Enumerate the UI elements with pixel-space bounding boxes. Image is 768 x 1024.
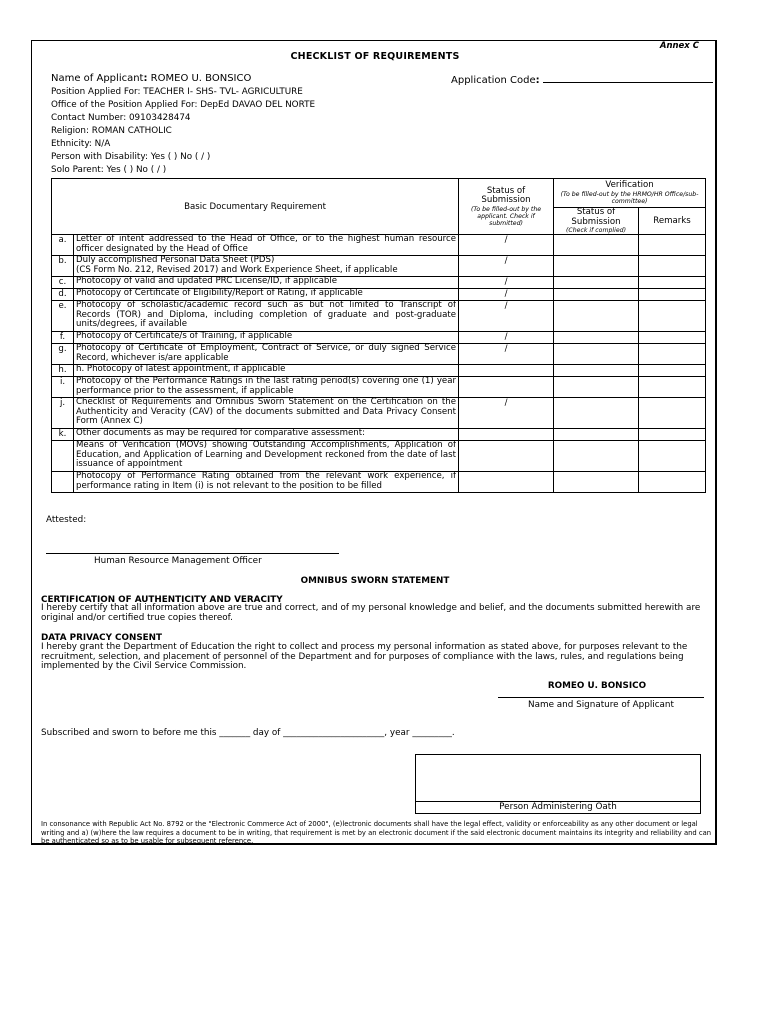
applicant-signatory: ROMEO U. BONSICO (547, 681, 647, 691)
row-status-cell[interactable]: / (459, 256, 554, 277)
religion: Religion: ROMAN CATHOLIC (51, 126, 172, 136)
row-status-cell[interactable] (459, 441, 554, 472)
table-row (52, 235, 706, 256)
hrmo-signature-line (46, 553, 339, 554)
row-verification-cell[interactable] (554, 377, 639, 398)
row-verification-cell[interactable] (554, 332, 639, 344)
row-requirement: Photocopy of Certificate of Employment, Contract of Service, or duly signed Service Record, whichever is/are applicable (74, 344, 459, 365)
table-row (52, 277, 706, 289)
table-row (52, 289, 706, 301)
col-ver-status-note: (Check if complied) (566, 227, 627, 234)
col-verification-note: (To be filled-out by the HRMO/HR Office/sub-committee) (560, 190, 699, 205)
row-verification-cell[interactable] (554, 429, 639, 441)
table-row (52, 429, 706, 441)
col-verification-header (554, 179, 706, 208)
row-status-cell[interactable]: / (459, 235, 554, 256)
row-status-cell[interactable]: / (459, 301, 554, 332)
row-verification-cell[interactable] (554, 441, 639, 472)
col-status-header (459, 179, 554, 235)
row-remarks-cell[interactable] (639, 344, 706, 365)
row-status-cell[interactable]: / (459, 398, 554, 429)
row-status-cell[interactable] (459, 429, 554, 441)
row-letter (52, 441, 74, 472)
footnote: In consonance with Republic Act No. 8792 or the "Electronic Commerce Act of 2000", (e)lectronic documents shall have the legal effect, validity or enforceability as any other document or legal writing and a) (w)here the law requires a document to be in writing, that requirement is met by an electronic document if the said electronic document maintains its integrity and reliability and can be authenticated so as to be usable for subsequent reference. (41, 820, 712, 846)
table-row (52, 441, 706, 472)
row-letter: e. (52, 301, 74, 332)
position-applied: Position Applied For: TEACHER I- SHS- TVL- AGRICULTURE (51, 87, 303, 97)
row-status-cell[interactable]: / (459, 289, 554, 301)
row-requirement: Letter of intent addressed to the Head of Office, or to the highest human resource officer designated by the Head of Office (74, 235, 459, 256)
row-requirement: Means of Verification (MOVs) showing Outstanding Accomplishments, Application of Education, and Application of Learning and Development reckoned from the date of last issuance of appointment (74, 441, 459, 472)
document-page (31, 40, 717, 845)
application-code-field[interactable] (543, 73, 713, 83)
row-verification-cell[interactable] (554, 398, 639, 429)
cert-text: I hereby certify that all information above are true and correct, and of my personal knowledge and belief, and the documents submitted herewith are original and/or certified true copies thereof. (41, 603, 701, 623)
table-row (52, 344, 706, 365)
col-remarks-header: Remarks (639, 208, 706, 235)
applicant-name-value: ROMEO U. BONSICO (150, 73, 252, 84)
row-verification-cell[interactable] (554, 301, 639, 332)
row-status-cell[interactable] (459, 365, 554, 377)
col-status-title: Status of Submission (481, 185, 531, 205)
row-letter: j. (52, 398, 74, 429)
attested-label: Attested: (46, 515, 87, 525)
col-status-note: (To be filled-out by the applicant. Check if submitted) (470, 205, 542, 227)
solo-parent: Solo Parent: Yes ( ) No ( / ) (51, 165, 167, 175)
table-row (52, 332, 706, 344)
row-requirement: Photocopy of Performance Rating obtained from the relevant work experience, if performance rating in Item (i) is not relevant to the position to be filled (74, 472, 459, 493)
row-remarks-cell[interactable] (639, 256, 706, 277)
row-status-cell[interactable]: / (459, 344, 554, 365)
row-status-cell[interactable]: / (459, 277, 554, 289)
col-verification-title: Verification (605, 180, 654, 191)
contact-number: Contact Number: 09103428474 (51, 113, 191, 123)
row-letter: f. (52, 332, 74, 344)
application-code-label: Application Code (451, 75, 536, 86)
requirements-table-body (52, 235, 706, 493)
row-remarks-cell[interactable] (639, 429, 706, 441)
row-verification-cell[interactable] (554, 344, 639, 365)
row-letter: d. (52, 289, 74, 301)
row-letter: a. (52, 235, 74, 256)
subscribed-sworn-line: Subscribed and sworn to before me this _______ day of _______________________, year _________. (41, 728, 455, 738)
row-verification-cell[interactable] (554, 235, 639, 256)
row-requirement: Photocopy of the Performance Ratings in the last rating period(s) covering one (1) year performance prior to the assessment, if applicable (74, 377, 459, 398)
row-remarks-cell[interactable] (639, 301, 706, 332)
row-remarks-cell[interactable] (639, 277, 706, 289)
row-remarks-cell[interactable] (639, 398, 706, 429)
row-status-cell[interactable] (459, 472, 554, 493)
row-letter: g. (52, 344, 74, 365)
table-row (52, 472, 706, 493)
row-remarks-cell[interactable] (639, 289, 706, 301)
row-letter: b. (52, 256, 74, 277)
person-with-disability: Person with Disability: Yes ( ) No ( / ) (51, 152, 211, 162)
row-status-cell[interactable]: / (459, 332, 554, 344)
row-requirement: Duly accomplished Personal Data Sheet (PDS) (CS Form No. 212, Revised 2017) and Work Experience Sheet, if applicable (74, 256, 459, 277)
table-row (52, 377, 706, 398)
col-ver-status-header (554, 208, 639, 235)
row-verification-cell[interactable] (554, 256, 639, 277)
row-verification-cell[interactable] (554, 289, 639, 301)
omnibus-title: OMNIBUS SWORN STATEMENT (300, 576, 450, 586)
row-verification-cell[interactable] (554, 472, 639, 493)
oath-label: Person Administering Oath (499, 802, 617, 812)
row-requirement: Photocopy of Certificate of Eligibility/Report of Rating, if applicable (74, 289, 459, 301)
col-ver-status-title: Status of Submission (571, 207, 621, 227)
row-remarks-cell[interactable] (639, 472, 706, 493)
table-row (52, 256, 706, 277)
application-code-row: Application Code: (451, 73, 713, 86)
annex-label: Annex C (659, 41, 699, 51)
applicant-name-row: Name of Applicant: ROMEO U. BONSICO (51, 73, 252, 84)
row-remarks-cell[interactable] (639, 377, 706, 398)
row-verification-cell[interactable] (554, 277, 639, 289)
document-title: CHECKLIST OF REQUIREMENTS (290, 51, 460, 62)
row-requirement: Photocopy of Certificate/s of Training, if applicable (74, 332, 459, 344)
table-row (52, 301, 706, 332)
privacy-heading: DATA PRIVACY CONSENT (41, 633, 163, 643)
row-requirement: Photocopy of valid and updated PRC License/ID, if applicable (74, 277, 459, 289)
row-remarks-cell[interactable] (639, 235, 706, 256)
row-status-cell[interactable] (459, 377, 554, 398)
row-requirement: Checklist of Requirements and Omnibus Sworn Statement on the Certification on the Authenticity and Veracity (CAV) of the documents submitted and Data Privacy Consent Form (Annex C) (74, 398, 459, 429)
row-remarks-cell[interactable] (639, 441, 706, 472)
cert-heading: CERTIFICATION OF AUTHENTICITY AND VERACITY (41, 595, 283, 605)
oath-box (415, 754, 701, 814)
privacy-text: I hereby grant the Department of Education the right to collect and process my personal information as stated above, for purposes relevant to the recruitment, selection, and placement of personnel of the Department and for purposes of compliance with the laws, rules, and regulations being implemented by the Civil Service Commission. (41, 642, 688, 672)
row-verification-cell[interactable] (554, 365, 639, 377)
row-letter: c. (52, 277, 74, 289)
col-requirement-header: Basic Documentary Requirement (52, 179, 459, 235)
row-letter: h. (52, 365, 74, 377)
hrmo-label: Human Resource Management Officer (94, 556, 262, 566)
applicant-signature-label: Name and Signature of Applicant (528, 700, 674, 710)
row-remarks-cell[interactable] (639, 332, 706, 344)
table-row (52, 398, 706, 429)
office-applied: Office of the Position Applied For: DepEd DAVAO DEL NORTE (51, 100, 316, 110)
table-row (52, 365, 706, 377)
requirements-table (51, 178, 706, 493)
applicant-signature-line (498, 697, 704, 698)
row-requirement: h. Photocopy of latest appointment, if applicable (74, 365, 459, 377)
row-letter: k. (52, 429, 74, 441)
ethnicity: Ethnicity: N/A (51, 139, 111, 149)
row-remarks-cell[interactable] (639, 365, 706, 377)
row-letter (52, 472, 74, 493)
row-letter: i. (52, 377, 74, 398)
applicant-name-label: Name of Applicant (51, 73, 144, 84)
row-requirement: Photocopy of scholastic/academic record such as but not limited to Transcript of Records (TOR) and Diploma, including completion of graduate and post-graduate units/degrees, if available (74, 301, 459, 332)
row-requirement: Other documents as may be required for comparative assessment: (74, 429, 459, 441)
table-header-row (52, 179, 706, 208)
